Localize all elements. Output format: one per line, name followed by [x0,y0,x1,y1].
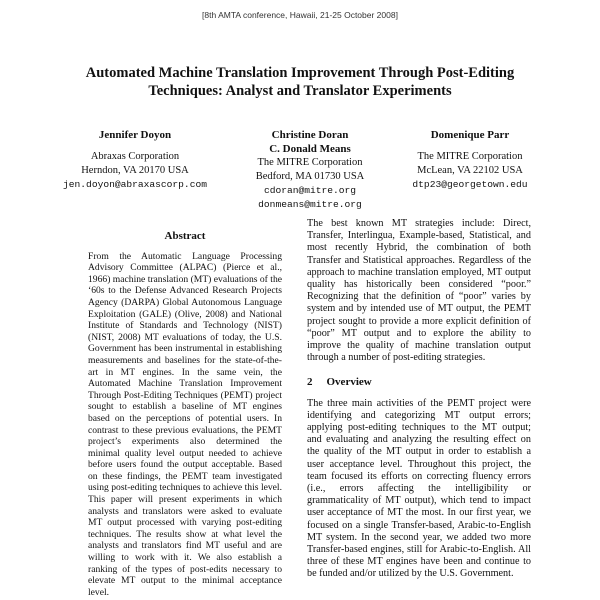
author-affiliation: Abraxas Corporation [90,151,180,162]
author-address: Herndon, VA 20170 USA [81,165,189,176]
paper-title [40,64,560,100]
title-line-1: Automated Machine Translation Improvement Through Post-Editing [85,65,515,81]
author-name: Domenique Parr [430,129,510,141]
author-block-1 [40,128,230,192]
author-address: Bedford, MA 01730 USA [255,171,365,182]
author-name: Jennifer Doyon [98,129,172,141]
author-email[interactable]: dtp23@georgetown.edu [412,179,528,190]
left-column [88,231,282,598]
author-name: C. Donald Means [269,143,351,155]
conference-header: [8th AMTA conference, Hawaii, 21-25 October 2008] [202,10,398,20]
section-heading [307,376,531,388]
author-affiliation: The MITRE Corporation [257,157,363,168]
author-email[interactable]: cdoran@mitre.org [263,185,357,196]
title-line-2: Techniques: Analyst and Translator Experiments [148,83,452,99]
section-number: 2 [307,376,313,389]
author-affiliation: The MITRE Corporation [417,151,523,162]
author-address: McLean, VA 22102 USA [417,165,523,176]
intro-paragraph: The best known MT strategies include: Direct, Transfer, Interlingua, Example-based, Statistical, and most recently Hybrid, the combination of both Transfer and Statistical approaches. Regardless of the approach to machine translation employed, MT output quality has historically been considered “poor.” Recognizing that the definition of “poor” varies by system and by intended use of MT output, the PEMT project sought to provide a more explicit definition of “poor” MT output and to explore the ability to improve the quality of machine translation output through a number of post-editing strategies. [307,218,531,364]
author-name: Christine Doran [271,129,349,141]
right-column [307,218,531,581]
abstract-text: From the Automatic Language Processing Advisory Committee (ALPAC) (Pierce et al., 1966) machine translation (MT) evaluations of the ‘60s to the Defense Advanced Research Projects Agency (DARPA) Global Autonomous Language Exploitation (GALE) (Olive, 2008) and National Institute of Standards and Technology (NIST) (NIST, 2008) MT evaluations of today, the U.S. Government has been instrumental in establishing measurements and baselines for the state-of-the-art in MT engines. In the same vein, the Automated Machine Translation Improvement Through Post-Editing Techniques (PEMT) project sought to establish a baseline of MT engines based on the perceptions of potential users. In contrast to these previous evaluations, the PEMT project’s experiments also determined the minimal quality level output needed to achieve before users found the output acceptable. Based on these findings, the PEMT team investigated using post-editing techniques to achieve this level. This paper will present experiments in which analysts and translators were asked to evaluate MT output processed with varying post-editing techniques. The results show at what level the analysts and translators find MT useful and are willing to work with it. We also establish a ranking of the types of post-edits necessary to elevate MT output to the minimal acceptance level. [88,250,282,598]
author-email[interactable]: donmeans@mitre.org [258,199,362,210]
section-title: Overview [326,376,372,389]
author-email[interactable]: jen.doyon@abraxascorp.com [63,179,207,190]
abstract-heading: Abstract [164,230,206,242]
overview-paragraph: The three main activities of the PEMT project were identifying and categorizing MT output errors; applying post-editing techniques to the MT output; and evaluating and analyzing the resulting effect on the quality of the MT output in order to establish a user acceptance level. Throughout this project, the team focused its efforts on correcting fluency errors (i.e., errors affecting the intelligibility or grammaticality of MT output), which tend to impact user acceptance of MT the most. In our first year, we focused on a single Transfer-based, Arabic-to-English MT system. In the second year, we added two more Transfer-based engines, still for Arabic-to-English. All three of these MT engines have been and continue to be funded and/or utilized by the U.S. Government. [307,397,531,580]
author-block-3 [375,128,565,192]
